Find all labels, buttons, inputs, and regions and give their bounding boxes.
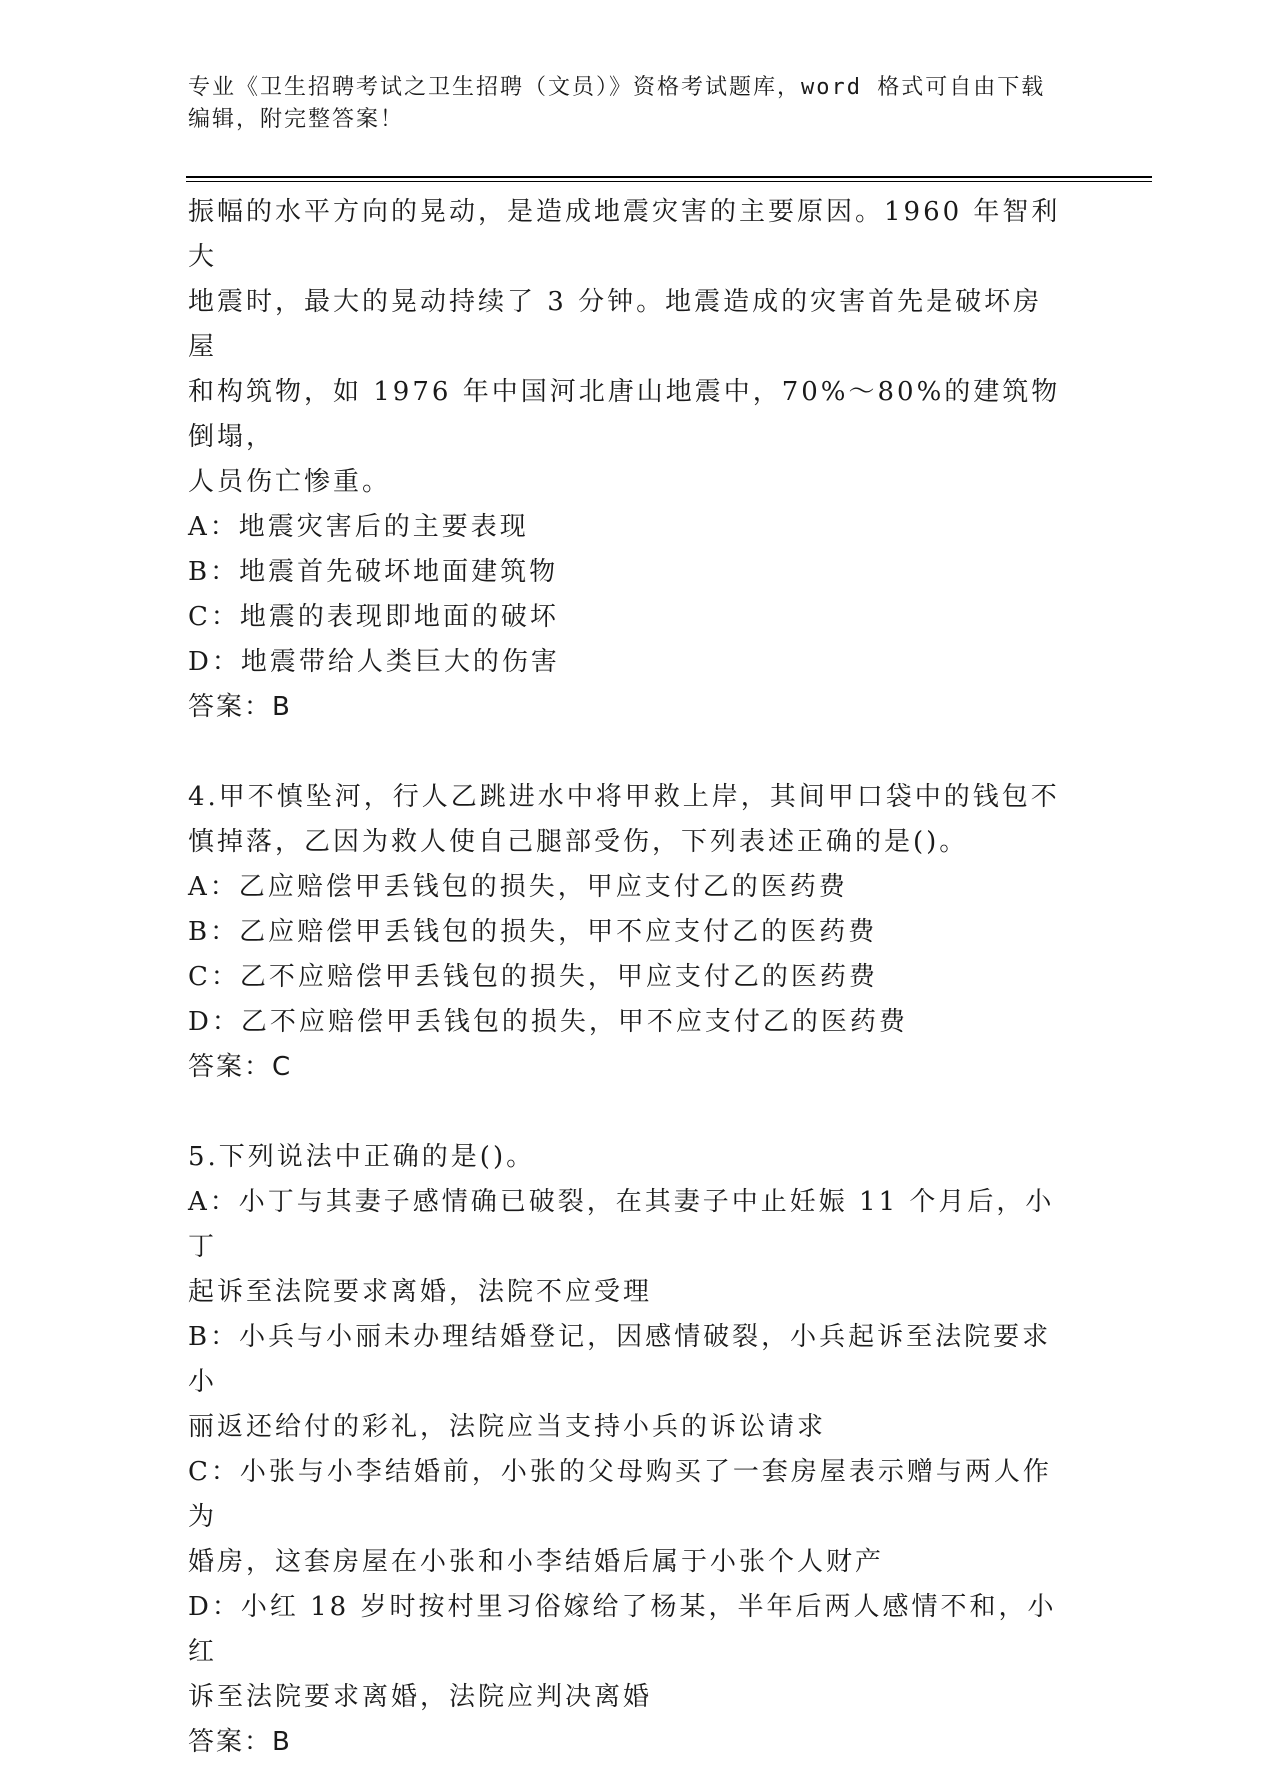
passage-line: 振幅的水平方向的晃动，是造成地震灾害的主要原因。1960 年智利大 — [188, 197, 1061, 272]
question-4 — [188, 775, 1068, 1090]
option-c: C：地震的表现即地面的破坏 — [188, 602, 559, 632]
header-line-2: 编辑，附完整答案！ — [188, 107, 405, 132]
question-5 — [188, 1135, 1068, 1765]
question-stem-line: 4.甲不慎坠河，行人乙跳进水中将甲救上岸，其间甲口袋中的钱包不 — [188, 782, 1060, 812]
answer-label: 答案：C — [188, 1052, 293, 1082]
passage-line: 和构筑物，如 1976 年中国河北唐山地震中，70%～80%的建筑物倒塌， — [188, 377, 1061, 452]
option-b: B：地震首先破坏地面建筑物 — [188, 557, 559, 587]
question-spacer — [188, 1090, 1068, 1135]
answer-label: 答案：B — [188, 1727, 292, 1757]
passage-line: 人员伤亡惨重。 — [188, 467, 392, 497]
option-d: D：乙不应赔偿甲丢钱包的损失，甲不应支付乙的医药费 — [188, 1007, 908, 1037]
passage-line: 地震时，最大的晃动持续了 3 分钟。地震造成的灾害首先是破坏房屋 — [188, 287, 1043, 362]
question-stem-line: 慎掉落，乙因为救人使自己腿部受伤，下列表述正确的是()。 — [188, 827, 969, 857]
question-3-continued — [188, 190, 1068, 730]
question-stem-line: 5.下列说法中正确的是()。 — [188, 1142, 536, 1172]
option-d: D：地震带给人类巨大的伤害 — [188, 647, 560, 677]
option-d-line: D：小红 18 岁时按村里习俗嫁给了杨某，半年后两人感情不和，小红 — [188, 1592, 1057, 1667]
option-a: A：乙应赔偿甲丢钱包的损失，甲应支付乙的医药费 — [188, 872, 848, 902]
option-a-line: 起诉至法院要求离婚，法院不应受理 — [188, 1277, 653, 1307]
option-c-line: 婚房，这套房屋在小张和小李结婚后属于小张个人财产 — [188, 1547, 885, 1577]
answer-label: 答案：B — [188, 692, 292, 722]
option-a: A：地震灾害后的主要表现 — [188, 512, 529, 542]
option-b-line: B：小兵与小丽未办理结婚登记，因感情破裂，小兵起诉至法院要求小 — [188, 1322, 1052, 1397]
option-b-line: 丽返还给付的彩礼，法院应当支持小兵的诉讼请求 — [188, 1412, 827, 1442]
option-a-line: A：小丁与其妻子感情确已破裂，在其妻子中止妊娠 11 个月后，小丁 — [188, 1187, 1055, 1262]
question-content — [188, 190, 1068, 1765]
header-line-1: 专业《卫生招聘考试之卫生招聘（文员）》资格考试题库，word 格式可自由下载 — [188, 75, 1046, 100]
option-d-line: 诉至法院要求离婚，法院应判决离婚 — [188, 1682, 653, 1712]
header-divider-thin — [186, 181, 1152, 182]
page-header — [188, 72, 1068, 136]
option-b: B：乙应赔偿甲丢钱包的损失，甲不应支付乙的医药费 — [188, 917, 878, 947]
option-c-line: C：小张与小李结婚前，小张的父母购买了一套房屋表示赠与两人作为 — [188, 1457, 1052, 1532]
option-c: C：乙不应赔偿甲丢钱包的损失，甲应支付乙的医药费 — [188, 962, 878, 992]
header-divider-thick — [186, 176, 1152, 178]
question-spacer — [188, 730, 1068, 775]
